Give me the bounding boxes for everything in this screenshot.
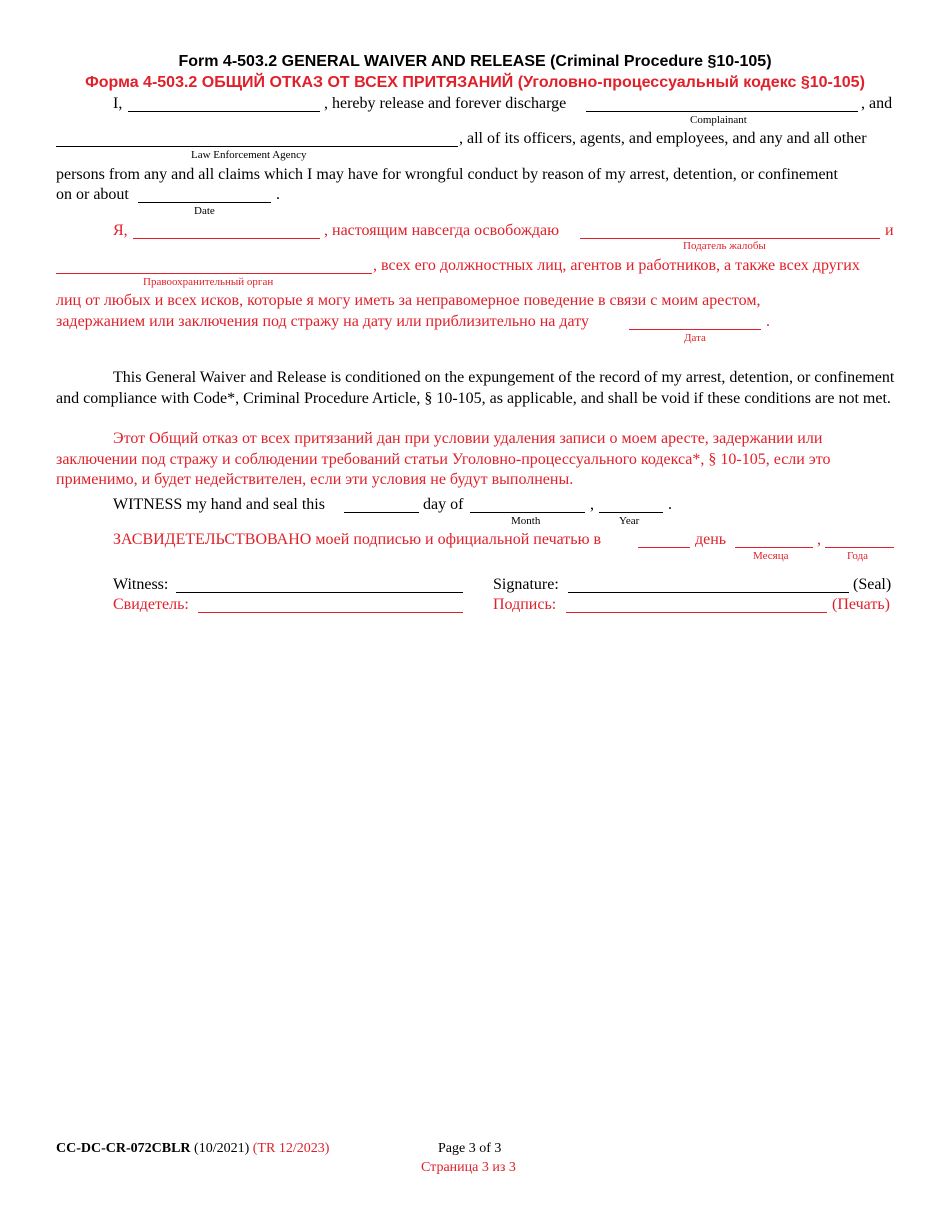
release-on-or-about: on or about — [56, 186, 129, 203]
footer-form-id — [56, 1142, 329, 1156]
witness-day-of: day of — [423, 496, 464, 513]
release-ru-and: и — [885, 222, 894, 239]
witness-label-ru: Свидетель: — [113, 596, 189, 613]
year-caption-ru: Года — [847, 550, 869, 562]
signature-label: Signature: — [493, 576, 559, 593]
year-field-ru[interactable] — [825, 547, 894, 548]
witness-signature-field-ru[interactable] — [198, 612, 463, 613]
month-field-ru[interactable] — [735, 547, 813, 548]
witness-prefix: WITNESS my hand and seal this — [113, 496, 325, 513]
agency-field[interactable] — [56, 146, 458, 147]
agency-field-ru[interactable] — [56, 273, 372, 274]
release-ru-hereby: , настоящим навсегда освобождаю — [324, 222, 560, 239]
date-caption: Date — [194, 205, 215, 217]
date-field-ru[interactable] — [629, 329, 761, 330]
title-russian: Форма 4-503.2 ОБЩИЙ ОТКАЗ ОТ ВСЕХ ПРИТЯЗАНИЙ (Уголовно-процессуальный кодекс §10-105) — [85, 74, 865, 91]
day-field[interactable] — [344, 512, 419, 513]
witness-comma: , — [590, 496, 594, 513]
agency-caption: Law Enforcement Agency — [191, 149, 307, 161]
month-field[interactable] — [470, 512, 585, 513]
release-officers: , all of its officers, agents, and employees, and any and all other — [459, 130, 867, 147]
release-ru-i: Я, — [113, 222, 128, 239]
year-field[interactable] — [599, 512, 663, 513]
date-caption-ru: Дата — [684, 332, 706, 344]
page-number-ru: Страница 3 из 3 — [421, 1160, 516, 1175]
release-and: , and — [861, 95, 893, 112]
page-number: Page 3 of 3 — [438, 1141, 502, 1156]
condition-english: This General Waiver and Release is conditioned on the expungement of the record of my arrest, detention, or confinement and compliance with Code*, Criminal Procedure Article, § 10-105, as applicable, and shall be void if these conditions are not met. — [56, 369, 895, 407]
releasor-name-field-ru[interactable] — [133, 238, 320, 239]
complainant-field[interactable] — [586, 111, 858, 112]
witness-ru-day: день — [695, 531, 727, 548]
form-date: (10/2021) — [194, 1141, 250, 1156]
seal-label-ru: (Печать) — [832, 596, 890, 613]
complainant-caption-ru: Податель жалобы — [683, 240, 766, 252]
date-field[interactable] — [138, 202, 271, 203]
complainant-caption: Complainant — [690, 114, 747, 126]
witness-label: Witness: — [113, 576, 169, 593]
month-caption-ru: Месяца — [753, 550, 789, 562]
title-english: Form 4-503.2 GENERAL WAIVER AND RELEASE (Criminal Procedure §10-105) — [178, 53, 772, 70]
release-persons: persons from any and all claims which I may have for wrongful conduct by reason of my arrest, detention, or confinement — [56, 166, 838, 183]
signature-label-ru: Подпись: — [493, 596, 557, 613]
witness-period: . — [668, 496, 672, 513]
signature-field-ru[interactable] — [566, 612, 827, 613]
witness-ru-comma: , — [817, 531, 821, 548]
release-ru-detention: задержанием или заключения под стражу на дату или приблизительно на дату — [56, 313, 590, 330]
release-ru-persons: лиц от любых и всех исков, которые я могу иметь за неправомерное поведение в связи с моим арестом, — [56, 292, 761, 309]
releasor-name-field[interactable] — [128, 111, 320, 112]
complainant-field-ru[interactable] — [580, 238, 880, 239]
day-field-ru[interactable] — [638, 547, 690, 548]
month-caption: Month — [511, 515, 541, 527]
release-ru-officers: , всех его должностных лиц, агентов и работников, а также всех других — [373, 257, 860, 274]
translation-date: (TR 12/2023) — [252, 1141, 330, 1156]
release-ru-period: . — [766, 313, 770, 330]
release-hereby: , hereby release and forever discharge — [324, 95, 567, 112]
seal-label: (Seal) — [853, 576, 892, 593]
release-period: . — [276, 186, 280, 203]
witness-ru-prefix: ЗАСВИДЕТЕЛЬСТВОВАНО моей подписью и официальной печатью в — [113, 531, 602, 548]
condition-russian: Этот Общий отказ от всех притязаний дан при условии удаления записи о моем аресте, задержании или заключении под стражу и соблюдении требований статьи Уголовно-процессуального кодекса*, § 10-105, если это применимо, и будет недействителен, если эти условия не будут выполнены. — [56, 430, 831, 488]
year-caption: Year — [619, 515, 640, 527]
release-i: I, — [113, 95, 123, 112]
form-number: CC-DC-CR-072CBLR — [56, 1141, 191, 1156]
signature-field[interactable] — [568, 592, 849, 593]
witness-signature-field[interactable] — [176, 592, 463, 593]
agency-caption-ru: Правоохранительный орган — [143, 276, 274, 288]
